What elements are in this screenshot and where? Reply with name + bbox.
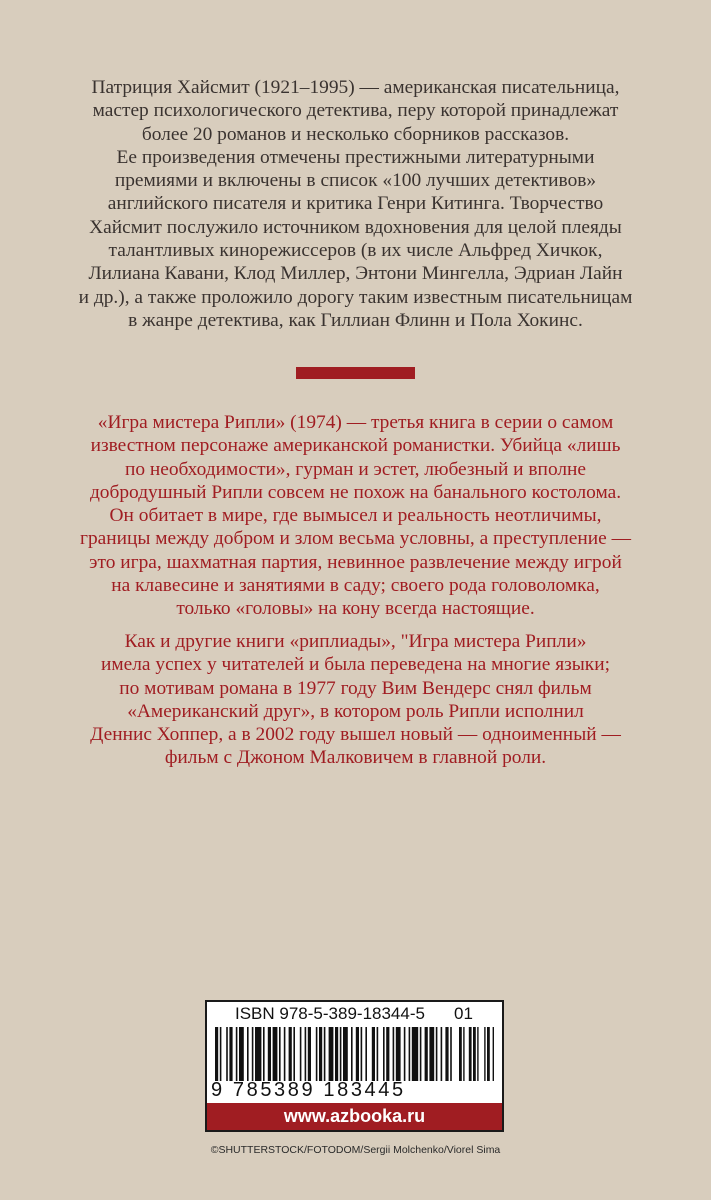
- author-bio: [60, 76, 651, 332]
- blurb-line: по необходимости», гурман и эстет, любезный и вполне: [124, 458, 587, 480]
- barcode-addon-bar: [469, 1027, 472, 1081]
- barcode-bar: [335, 1027, 338, 1081]
- barcode-addon-bar: [477, 1027, 478, 1081]
- barcode-bar: [429, 1027, 434, 1081]
- barcode-bar: [300, 1027, 302, 1081]
- isbn-addon: 01: [454, 1004, 473, 1023]
- barcode-bar: [279, 1027, 281, 1081]
- author-bio-line: и др.), а также проложило дорогу таким известным писательницам: [78, 286, 633, 308]
- blurb-line: имела успех у читателей и была переведена на многие языки;: [100, 654, 610, 676]
- barcode-bar: [436, 1027, 438, 1081]
- photo-credit: ©SHUTTERSTOCK/FOTODOM/Sergii Molchenko/Viorel Sima: [210, 1144, 501, 1156]
- barcode-box: [205, 1000, 504, 1132]
- blurb-line: фильм с Джоном Малковичем в главной роли.: [164, 747, 547, 769]
- barcode-bar: [263, 1027, 265, 1081]
- barcode-addon-bar: [463, 1027, 464, 1081]
- blurb-line: «Игра мистера Рипли» (1974) — третья книга в серии о самом: [97, 412, 614, 433]
- barcode-bar: [396, 1027, 401, 1081]
- barcode-bar: [383, 1027, 385, 1081]
- website-url: www.azbooka.ru: [207, 1103, 502, 1130]
- barcode-bar: [361, 1027, 363, 1081]
- barcode-bar: [220, 1027, 222, 1081]
- author-bio-line: Хайсмит послужило источником вдохновения для целой плеяды: [89, 216, 622, 238]
- barcode-bar: [420, 1027, 422, 1081]
- barcode-bar: [351, 1027, 353, 1081]
- blurb-line: по мотивам романа в 1977 году Вим Вендерс снял фильм: [119, 677, 592, 699]
- barcode-addon-bar: [493, 1027, 494, 1081]
- barcode-bar: [340, 1027, 342, 1081]
- barcode-bar: [386, 1027, 389, 1081]
- author-bio-line: премиями и включены в список «100 лучших детективов»: [114, 170, 597, 192]
- barcode-addon-bar: [473, 1027, 476, 1081]
- author-bio-line: в жанре детектива, как Гиллиан Флинн и Пола Хокинс.: [128, 309, 583, 331]
- barcode-bar: [239, 1027, 244, 1081]
- barcode-bar: [404, 1027, 406, 1081]
- barcode-bar: [409, 1027, 411, 1081]
- section-divider: [296, 367, 415, 379]
- barcode-bar: [255, 1027, 261, 1081]
- barcode-bar: [324, 1027, 326, 1081]
- barcode-bar: [445, 1027, 448, 1081]
- author-bio-line: более 20 романов и несколько сборников рассказов.: [141, 123, 570, 145]
- blurb-line: Деннис Хоппер, а в 2002 году вышел новый — одноименный —: [90, 724, 621, 746]
- barcode-bar: [289, 1027, 292, 1081]
- barcode-bar: [393, 1027, 395, 1081]
- barcode-bar: [268, 1027, 271, 1081]
- barcode-bar: [365, 1027, 367, 1081]
- blurb-line: границы между добром и злом весьма условны, а преступление —: [79, 528, 631, 550]
- barcode-bar: [441, 1027, 443, 1081]
- barcode-bar: [293, 1027, 295, 1081]
- author-bio-line: Патриция Хайсмит (1921–1995) — американская писательница,: [91, 77, 620, 98]
- barcode-bar: [412, 1027, 418, 1081]
- barcode-bar: [215, 1027, 218, 1081]
- barcode-bar: [316, 1027, 318, 1081]
- barcode-bar: [329, 1027, 334, 1081]
- blurb-line: Как и другие книги «риплиады», "Игра мистера Рипли»: [124, 631, 587, 652]
- barcode-bar: [252, 1027, 254, 1081]
- book-blurb-paragraph-1: [60, 411, 651, 621]
- barcode-addon-bar: [484, 1027, 485, 1081]
- barcode-bar: [343, 1027, 348, 1081]
- barcode-bar: [450, 1027, 452, 1081]
- author-bio-line: мастер психологического детектива, перу которой принадлежат: [92, 100, 619, 122]
- barcode-bar: [229, 1027, 232, 1081]
- barcode-bar: [305, 1027, 307, 1081]
- barcode-addon-bar: [487, 1027, 490, 1081]
- barcode-bar: [356, 1027, 359, 1081]
- barcode-icon: [215, 1027, 497, 1081]
- author-bio-line: Ее произведения отмечены престижными литературными: [116, 146, 595, 168]
- barcode-digits: 9 785389 183445: [211, 1079, 406, 1101]
- isbn-label: ISBN 978-5-389-18344-5: [235, 1004, 425, 1023]
- barcode-bar: [425, 1027, 428, 1081]
- blurb-line: Он обитает в мире, где вымысел и реальность неотличимы,: [109, 505, 602, 527]
- barcode-bar: [273, 1027, 278, 1081]
- barcode-addon-bar: [459, 1027, 462, 1081]
- author-bio-line: талантливых кинорежиссеров (в их числе Альфред Хичкок,: [108, 240, 603, 262]
- author-bio-line: английского писателя и критика Генри Китинга. Творчество: [107, 193, 604, 215]
- blurb-line: на клавесине и занятиями в саду; своего рода головоломка,: [111, 575, 600, 597]
- blurb-line: это игра, шахматная партия, невинное развлечение между игрой: [89, 551, 622, 573]
- barcode-bar: [377, 1027, 379, 1081]
- blurb-line: «Американский друг», в котором роль Рипли исполнил: [127, 700, 584, 722]
- blurb-line: добродушный Рипли совсем не похож на банального костолома.: [89, 481, 622, 503]
- barcode-bar: [226, 1027, 228, 1081]
- barcode-bar: [319, 1027, 322, 1081]
- barcode-bar: [308, 1027, 311, 1081]
- blurb-line: известном персонаже американской романистки. Убийца «лишь: [90, 435, 621, 457]
- barcode-bar: [247, 1027, 249, 1081]
- barcode-bar: [284, 1027, 286, 1081]
- blurb-line: только «головы» на кону всегда настоящие.: [176, 598, 535, 620]
- author-bio-line: Лилиана Кавани, Клод Миллер, Энтони Мингелла, Эдриан Лайн: [88, 263, 623, 285]
- book-blurb-paragraph-2: [60, 630, 651, 770]
- barcode-bar: [372, 1027, 375, 1081]
- barcode-bar: [236, 1027, 238, 1081]
